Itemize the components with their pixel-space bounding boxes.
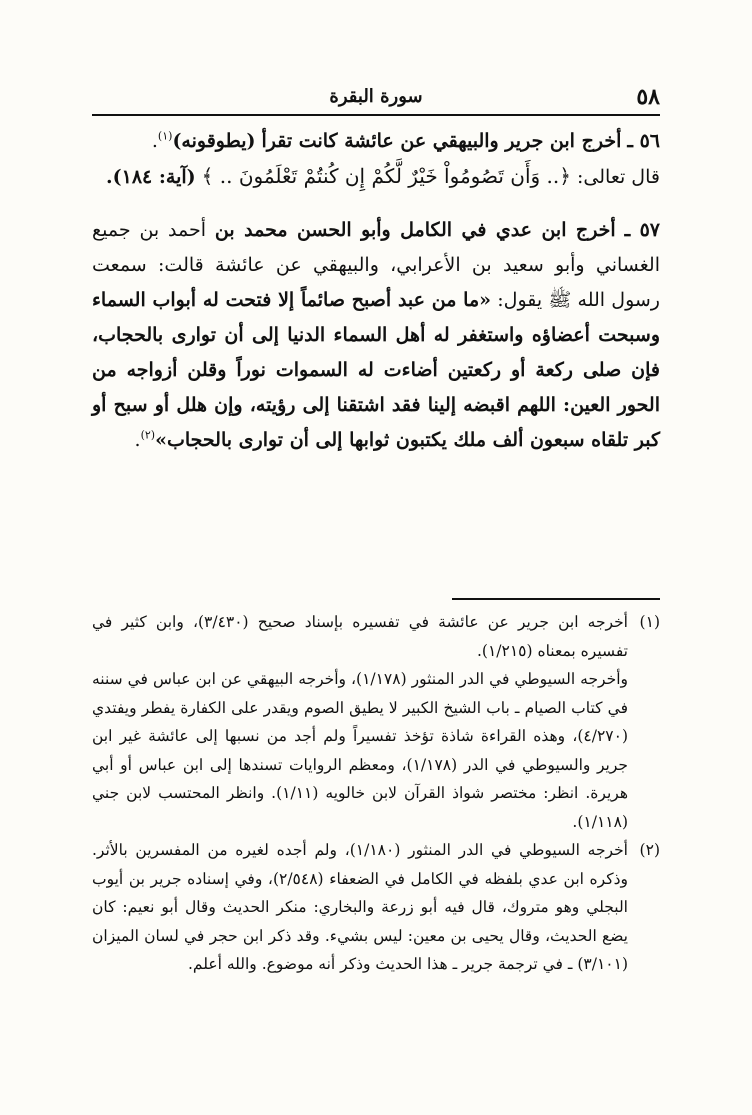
- main-text: [92, 124, 660, 458]
- period: .: [134, 429, 141, 451]
- footnote-marker[interactable]: (١): [157, 129, 173, 143]
- footnote-2: [92, 836, 660, 979]
- hadith-number: ٥٧ ـ: [624, 219, 661, 241]
- footnote-1: [92, 608, 660, 836]
- footnote-number: (١): [639, 613, 660, 631]
- quran-intro: قال تعالى:: [577, 166, 660, 188]
- hadith-lead: أخرج ابن جرير والبيهقي عن عائشة كانت تقرأ: [261, 130, 622, 152]
- footnotes: [92, 608, 660, 979]
- hadith-56-lead: [92, 124, 660, 159]
- hadith-57: [92, 213, 660, 458]
- paragraph-gap: [92, 195, 660, 213]
- footnote-marker[interactable]: (٢): [140, 428, 156, 442]
- footnote-paragraph: أخرجه ابن جرير عن عائشة في تفسيره بإسناد صحيح (٣/٤٣٠)، وابن كثير في تفسيره بمعناه (١/٢١٥).: [92, 613, 628, 660]
- surah-title: سورة البقرة: [329, 86, 423, 107]
- footnote-rule: [452, 598, 660, 600]
- hadith-text: «ما من عبد أصبح صائماً إلا فتحت له أبواب السماء وسبحت أعضاؤه واستغفر له أهل السماء الدنيا إلى أن توارى بالحجاب، فإن صلى ركعة أو ركعتين أضاءت له السموات نوراً وقلن أزواجه من الحور العين: اللهم اقبضه إلينا فقد اشتقنا إلى رؤيته، وإن هلل أو سبح أو كبر تلقاه سبعون ألف ملك يكتبون ثوابها إلى أن توارى بالحجاب»: [92, 289, 660, 451]
- period: .: [151, 130, 158, 152]
- header-rule: [92, 114, 660, 116]
- footnote-number: (٢): [639, 841, 660, 859]
- quran-verse: ﴿.. وَأَن تَصُومُواْ خَيْرٌ لَّكُمْ إِن كُنتُمْ تَعْلَمُونَ .. ﴾: [201, 164, 571, 188]
- quran-quote: [92, 159, 660, 195]
- footnote-paragraph: أخرجه السيوطي في الدر المنثور (١/١٨٠)، ولم أجده لغيره من المفسرين بالأثر. وذكره ابن عدي بلفظه في الكامل في الضعفاء (٢/٥٤٨)، وفي إسناده جرير بن أيوب البجلي وهو متروك، قال فيه أبو زرعة والبخاري: منكر الحديث وقال أبو نعيم: كان يضع الحديث، وقال يحيى بن معين: ليس بشيء. وقد ذكر ابن حجر في لسان الميزان (٣/١٠١) ـ في ترجمة جرير ـ هذا الحديث وذكر أنه موضوع. والله أعلم.: [92, 841, 628, 973]
- hadith-lead-continued: (يطوقونه): [172, 130, 256, 152]
- hadith-chain: أحمد بن جميع الغساني وأبو سعيد بن الأعرابي، والبيهقي عن عائشة قالت: سمعت رسول الله ﷺ يقول:: [92, 219, 660, 311]
- footnote-paragraph: وأخرجه السيوطي في الدر المنثور (١/١٧٨)، وأخرجه البيهقي عن ابن عباس في سننه في كتاب الصيام ـ باب الشيخ الكبير لا يطيق الصوم ويقدر على الكفارة يفطر ويفتدي (٤/٢٧٠)، وهذه القراءة شاذة تؤخذ تفسيراً ولم أجد من نسبها إلى عائشة غير ابن جرير والسيوطي في الدر (١/١٧٨)، ومعظم الروايات تسندها إلى ابن عباس أو أبي هريرة. انظر: مختصر شواذ القرآن لابن خالويه (١/١١). وانظر المحتسب لابن جني (١/١١٨).: [92, 670, 628, 831]
- hadith-lead: أخرج ابن عدي في الكامل وأبو الحسن محمد بن: [214, 219, 616, 241]
- page-header: [92, 84, 660, 114]
- page-number: ٥٨: [636, 84, 660, 110]
- ayah-reference: (آية: ١٨٤).: [106, 166, 196, 188]
- hadith-number: ٥٦ ـ: [627, 130, 660, 152]
